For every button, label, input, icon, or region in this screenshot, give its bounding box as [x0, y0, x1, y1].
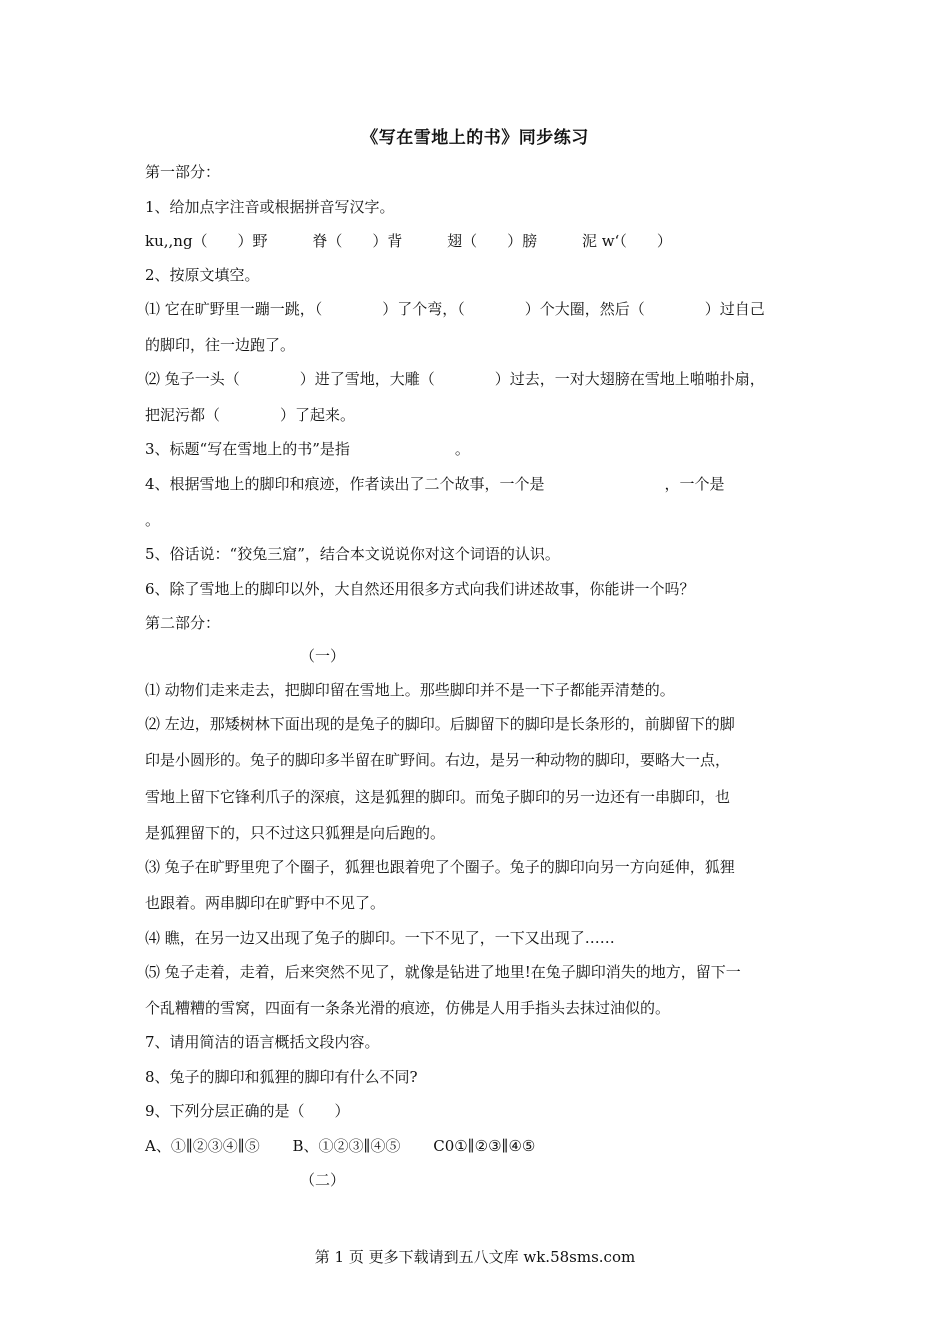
question-1: 1、给加点字注音或根据拼音写汉字。 [145, 198, 395, 216]
q1-item: 脊（ ）背 [312, 232, 403, 250]
question-4a: 4、根据雪地上的脚印和痕迹，作者读出了二个故事，一个是 ，一个是 [145, 475, 725, 493]
passage-p5b: 个乱糟糟的雪窝，四面有一条条光滑的痕迹，仿佛是人用手指头去抹过油似的。 [145, 999, 671, 1017]
passage-p4: ⑷ 瞧，在另一边又出现了兔子的脚印。一下不见了，一下又出现了…… [145, 929, 615, 947]
question-2-1b: 的脚印，往一边跑了。 [145, 336, 296, 354]
passage-p2a: ⑵ 左边，那矮树林下面出现的是兔子的脚印。后脚留下的脚印是长条形的，前脚留下的脚 [145, 715, 735, 733]
question-3: 3、标题“写在雪地上的书”是指 。 [145, 440, 470, 458]
q9-option-a: A、①∥②③④∥⑤ [145, 1137, 260, 1155]
passage-p3b: 也跟着。两串脚印在旷野中不见了。 [145, 894, 386, 912]
question-2-2b: 把泥污都（ ）了起来。 [145, 406, 356, 424]
q9-option-c: C0①∥②③∥④⑤ [433, 1137, 536, 1155]
part1-heading: 第一部分： [145, 163, 221, 181]
section-2-heading: （二） [300, 1171, 346, 1189]
section-1-heading: （一） [300, 647, 346, 665]
question-8: 8、兔子的脚印和狐狸的脚印有什么不同? [145, 1068, 418, 1086]
question-2: 2、按原文填空。 [145, 266, 260, 284]
passage-p1: ⑴ 动物们走来走去，把脚印留在雪地上。那些脚印并不是一下子都能弄清楚的。 [145, 681, 675, 699]
question-4b: 。 [145, 511, 161, 529]
part2-heading: 第二部分： [145, 614, 221, 632]
question-9-options [145, 1136, 535, 1156]
q1-item: ku,,ng（ ）野 [145, 232, 268, 250]
passage-p3a: ⑶ 兔子在旷野里兜了个圈子，狐狸也跟着兜了个圈子。兔子的脚印向另一方向延伸，狐狸 [145, 858, 735, 876]
q1-item: 翅（ ）膀 [447, 232, 538, 250]
q1-item: 泥 w‘（ ） [581, 232, 672, 250]
passage-p5a: ⑸ 兔子走着，走着，后来突然不见了，就像是钻进了地里!在兔子脚印消失的地方，留下一 [145, 963, 741, 981]
passage-p2c: 雪地上留下它锋利爪子的深痕，这是狐狸的脚印。而兔子脚印的另一边还有一串脚印，也 [145, 788, 731, 806]
question-9: 9、下列分层正确的是（ ） [145, 1102, 350, 1120]
page-footer: 第 1 页 更多下载请到五八文库 wk.58sms.com [314, 1248, 636, 1266]
question-1-items [145, 231, 672, 251]
q9-option-b: B、①②③∥④⑤ [292, 1137, 401, 1155]
passage-p2d: 是狐狸留下的，只不过这只狐狸是向后跑的。 [145, 824, 446, 842]
question-6: 6、除了雪地上的脚印以外，大自然还用很多方式向我们讲述故事，你能讲一个吗？ [145, 580, 695, 598]
question-7: 7、请用简洁的语言概括文段内容。 [145, 1033, 380, 1051]
question-2-1a: ⑴ 它在旷野里一蹦一跳，（ ）了个弯，（ ）个大圈，然后（ ）过自己 [145, 300, 765, 318]
passage-p2b: 印是小圆形的。兔子的脚印多半留在旷野间。右边，是另一种动物的脚印，要略大一点， [145, 751, 731, 769]
question-5: 5、俗话说：“狡兔三窟”，结合本文说说你对这个词语的认识。 [145, 545, 560, 563]
question-2-2a: ⑵ 兔子一头（ ）进了雪地，大雕（ ）过去，一对大翅膀在雪地上啪啪扑扇， [145, 370, 765, 388]
document-title: 《写在雪地上的书》同步练习 [361, 128, 589, 148]
